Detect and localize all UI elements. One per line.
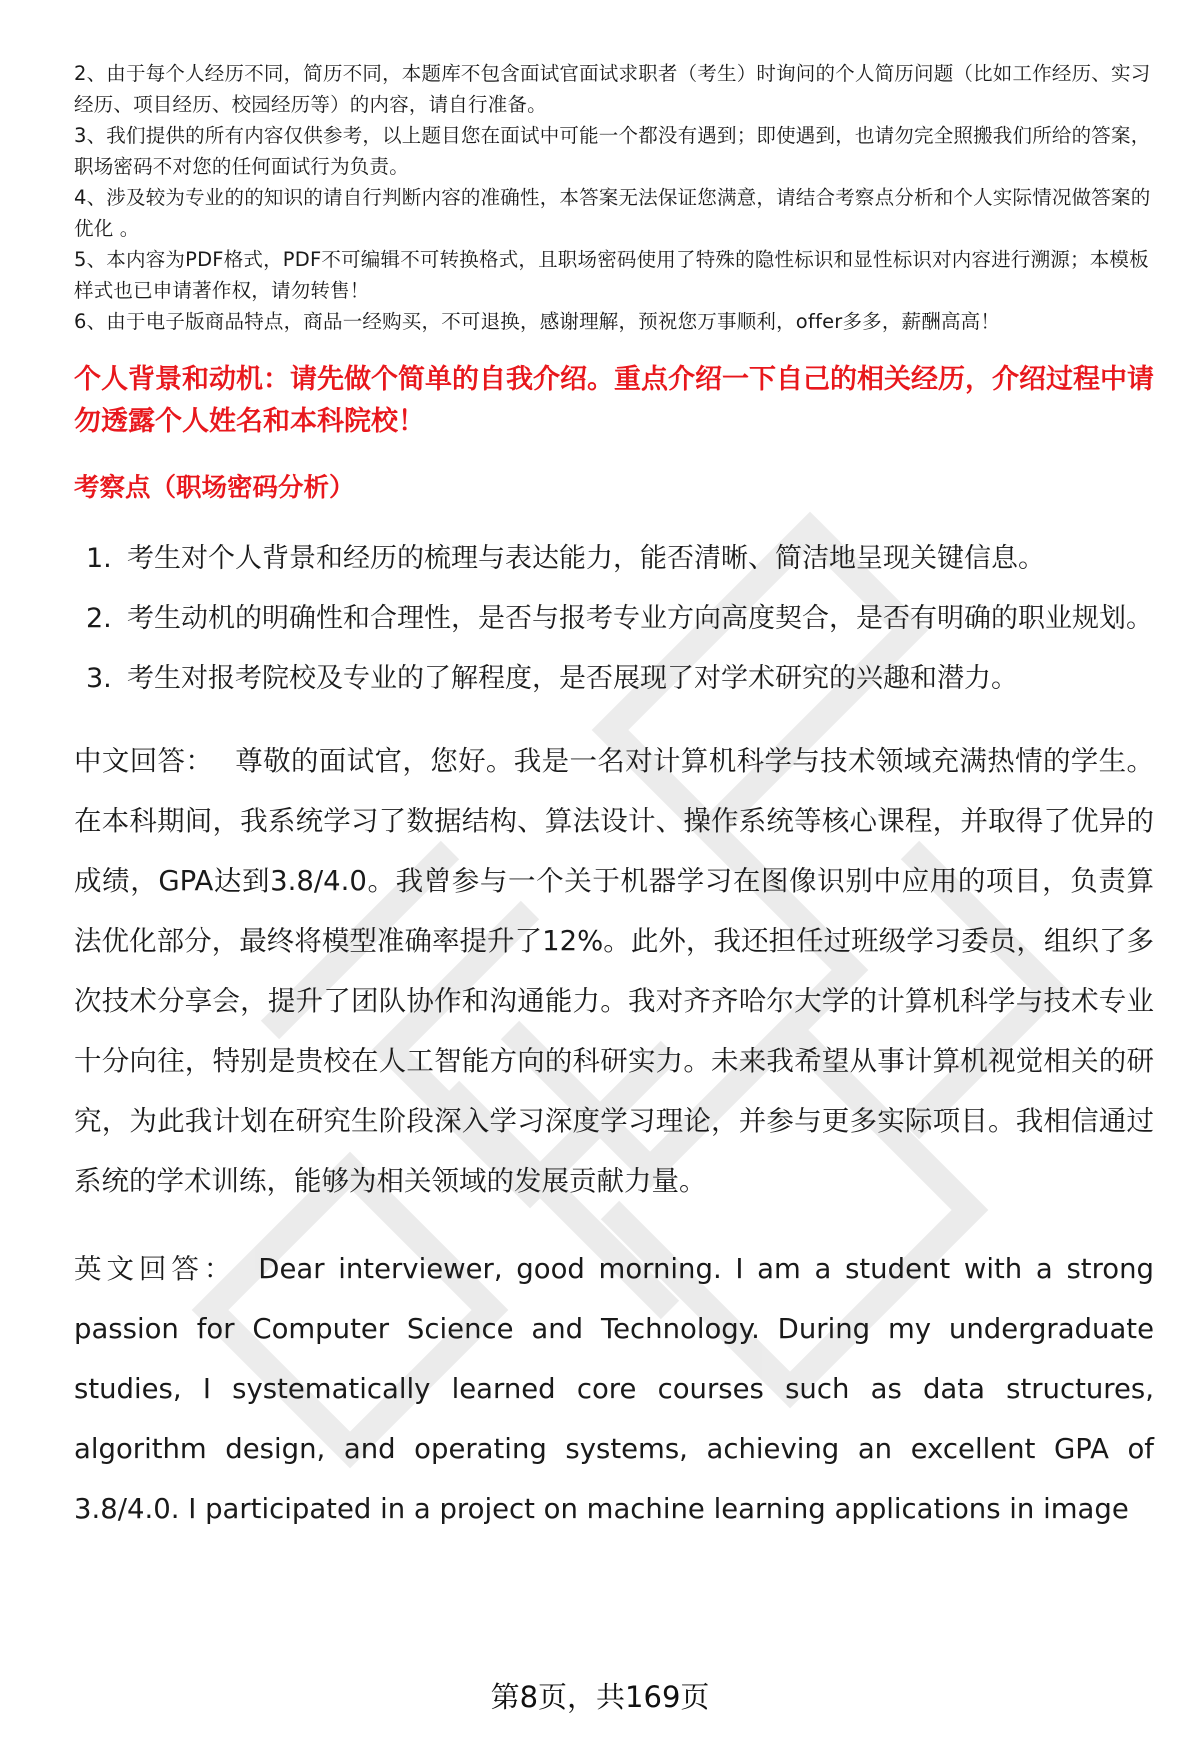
- disclaimer-notes: [74, 58, 1154, 337]
- note-6: 6、由于电子版商品特点，商品一经购买，不可退换，感谢理解，预祝您万事顺利，offer多多，薪酬高高！: [74, 310, 1001, 333]
- chinese-answer: [74, 731, 1154, 1211]
- assessment-point: [74, 649, 1154, 709]
- english-answer-label: 英文回答：: [74, 1253, 237, 1285]
- document-page: [74, 58, 1154, 1539]
- point-text: 考生对个人背景和经历的梳理与表达能力，能否清晰、简洁地呈现关键信息。: [127, 543, 1045, 574]
- point-text: 考生动机的明确性和合理性，是否与报考专业方向高度契合，是否有明确的职业规划。: [127, 603, 1153, 634]
- note-2: 2、由于每个人经历不同，简历不同，本题库不包含面试官面试求职者（考生）时询问的个人简历问题（比如工作经历、实习经历、项目经历、校园经历等）的内容，请自行准备。: [74, 62, 1151, 116]
- english-answer: [74, 1239, 1154, 1539]
- assessment-point: [74, 529, 1154, 589]
- point-number: 2.: [86, 603, 112, 634]
- point-number: 3.: [86, 663, 112, 694]
- point-number: 1.: [86, 543, 112, 574]
- chinese-answer-text: 尊敬的面试官，您好。我是一名对计算机科学与技术领域充满热情的学生。在本科期间，我系统学习了数据结构、算法设计、操作系统等核心课程，并取得了优异的成绩，GPA达到3.8/4.0。我曾参与一个关于机器学习在图像识别中应用的项目，负责算法优化部分，最终将模型准确率提升了12%。此外，我还担任过班级学习委员，组织了多次技术分享会，提升了团队协作和沟通能力。我对齐齐哈尔大学的计算机科学与技术专业十分向往，特别是贵校在人工智能方向的科研实力。未来我希望从事计算机视觉相关的研究，为此我计划在研究生阶段深入学习深度学习理论，并参与更多实际项目。我相信通过系统的学术训练，能够为相关领域的发展贡献力量。: [74, 745, 1155, 1197]
- page-number: 第8页，共169页: [490, 1680, 710, 1714]
- chinese-answer-label: 中文回答：: [74, 745, 214, 777]
- assessment-point: [74, 589, 1154, 649]
- assessment-heading: 考察点（职场密码分析）: [74, 473, 355, 503]
- point-text: 考生对报考院校及专业的了解程度，是否展现了对学术研究的兴趣和潜力。: [127, 663, 1018, 694]
- note-3: 3、我们提供的所有内容仅供参考，以上题目您在面试中可能一个都没有遇到；即使遇到，也请勿完全照搬我们所给的答案，职场密码不对您的任何面试行为负责。: [74, 124, 1151, 178]
- english-answer-text: Dear interviewer, good morning. I am a student with a strong passion for Computer Science and Technology. During my undergraduate studies, I systematically learned core courses such as data structures, algorithm design, and operating systems, achieving an excellent GPA of 3.8/4.0. I participated in a project on machine learning applications in image: [74, 1253, 1154, 1525]
- note-5: 5、本内容为PDF格式，PDF不可编辑不可转换格式，且职场密码使用了特殊的隐性标识和显性标识对内容进行溯源；本模板样式也已申请著作权，请勿转售！: [74, 248, 1149, 302]
- interview-question: 个人背景和动机：请先做个简单的自我介绍。重点介绍一下自己的相关经历，介绍过程中请勿透露个人姓名和本科院校！: [74, 364, 1154, 437]
- assessment-points: [74, 529, 1154, 709]
- note-4: 4、涉及较为专业的的知识的请自行判断内容的准确性，本答案无法保证您满意，请结合考察点分析和个人实际情况做答案的优化 。: [74, 186, 1151, 240]
